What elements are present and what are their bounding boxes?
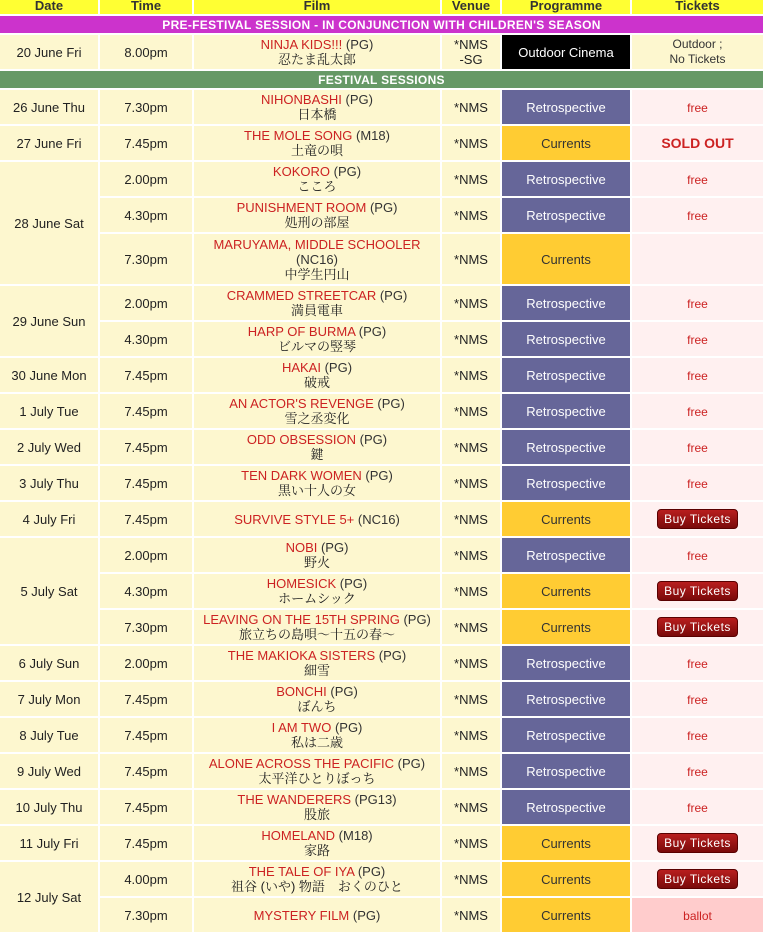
- film-japanese-title: 忍たま乱太郎: [277, 52, 356, 67]
- film-title-link[interactable]: KOKORO: [272, 164, 330, 179]
- tickets-cell: [632, 574, 763, 608]
- film-rating: (PG): [330, 164, 362, 179]
- time-cell: 7.45pm: [100, 126, 192, 160]
- film-cell: [194, 394, 440, 428]
- film-cell: [194, 538, 440, 572]
- film-rating: (PG): [317, 540, 349, 555]
- date-cell: 5 July Sat: [0, 538, 98, 644]
- programme-cell: Retrospective: [502, 394, 630, 428]
- tickets-cell: [632, 502, 763, 536]
- film-cell: [194, 610, 440, 644]
- time-cell: 7.45pm: [100, 718, 192, 752]
- film-cell: [194, 430, 440, 464]
- film-rating: (NC16): [296, 251, 338, 267]
- venue-cell: *NMS: [442, 502, 500, 536]
- venue-cell: *NMS: [442, 198, 500, 232]
- film-japanese-title: 旅立ちの島唄～十五の春～: [238, 627, 395, 642]
- film-title-link[interactable]: SURVIVE STYLE 5+: [234, 511, 355, 527]
- film-japanese-title: 家路: [303, 843, 330, 858]
- time-cell: 7.30pm: [100, 234, 192, 284]
- date-cell: 11 July Fri: [0, 826, 98, 860]
- free-label: free: [687, 172, 708, 187]
- film-japanese-title: 土竜の唄: [290, 143, 343, 158]
- film-cell: [194, 322, 440, 356]
- time-cell: 2.00pm: [100, 162, 192, 196]
- time-cell: 7.30pm: [100, 610, 192, 644]
- film-rating: (PG): [349, 907, 381, 923]
- free-label: free: [687, 656, 708, 671]
- header-programme: Programme: [502, 0, 630, 14]
- buy-tickets-button[interactable]: Buy Tickets: [657, 833, 738, 853]
- film-japanese-title: こころ: [297, 179, 337, 194]
- tickets-cell: [632, 862, 763, 896]
- tickets-cell: [632, 754, 763, 788]
- film-rating: (PG): [399, 612, 431, 627]
- tickets-cell: [632, 35, 763, 69]
- table-row: [0, 286, 763, 320]
- tickets-cell: [632, 126, 763, 160]
- film-cell: [194, 574, 440, 608]
- film-rating: (PG): [356, 432, 388, 447]
- tickets-cell: [632, 610, 763, 644]
- film-cell: [194, 126, 440, 160]
- tickets-cell: [632, 322, 763, 356]
- venue-line: -SG: [459, 52, 483, 67]
- film-japanese-title: 破戒: [303, 375, 330, 390]
- film-title-link[interactable]: MARUYAMA, MIDDLE SCHOOLER: [213, 236, 421, 252]
- film-title-link[interactable]: NOBI: [285, 540, 318, 555]
- programme-cell: Currents: [502, 234, 630, 284]
- film-japanese-title: 祖谷 (いや) 物語 おくのひと: [231, 879, 403, 894]
- venue-cell: *NMS: [442, 862, 500, 896]
- programme-cell: Currents: [502, 826, 630, 860]
- date-cell: 26 June Thu: [0, 90, 98, 124]
- ballot-label: ballot: [683, 908, 712, 923]
- table-row: [0, 234, 763, 284]
- header-date: Date: [0, 0, 98, 14]
- time-cell: 4.30pm: [100, 322, 192, 356]
- table-row: [0, 90, 763, 124]
- venue-cell: *NMS: [442, 538, 500, 572]
- table-row: [0, 394, 763, 428]
- free-label: free: [687, 208, 708, 223]
- film-title-link[interactable]: HOMESICK: [266, 576, 337, 591]
- table-row: [0, 198, 763, 232]
- film-cell: [194, 286, 440, 320]
- film-title-link[interactable]: TEN DARK WOMEN: [241, 468, 362, 483]
- programme-cell: Currents: [502, 574, 630, 608]
- film-rating: (PG): [376, 288, 408, 303]
- free-label: free: [687, 296, 708, 311]
- date-cell: 30 June Mon: [0, 358, 98, 392]
- tickets-cell: [632, 682, 763, 716]
- tickets-cell: [632, 234, 763, 284]
- table-row: [0, 718, 763, 752]
- time-cell: 7.45pm: [100, 430, 192, 464]
- film-title-link[interactable]: PUNISHMENT ROOM: [236, 200, 367, 215]
- film-title-link[interactable]: I AM TWO: [271, 720, 332, 735]
- film-rating: (PG): [366, 200, 398, 215]
- film-title-link[interactable]: NIHONBASHI: [261, 92, 342, 107]
- date-cell: 29 June Sun: [0, 286, 98, 356]
- programme-cell: Currents: [502, 862, 630, 896]
- time-cell: 2.00pm: [100, 286, 192, 320]
- film-cell: [194, 162, 440, 196]
- programme-cell: Retrospective: [502, 198, 630, 232]
- tickets-cell: [632, 718, 763, 752]
- venue-cell: *NMS: [442, 430, 500, 464]
- film-cell: [194, 682, 440, 716]
- time-cell: 7.30pm: [100, 898, 192, 932]
- time-cell: 7.30pm: [100, 90, 192, 124]
- date-cell: 4 July Fri: [0, 502, 98, 536]
- tickets-cell: [632, 198, 763, 232]
- time-cell: 7.45pm: [100, 790, 192, 824]
- programme-cell: Retrospective: [502, 466, 630, 500]
- film-cell: [194, 790, 440, 824]
- film-title-link[interactable]: THE TALE OF IYA: [248, 864, 355, 879]
- venue-cell: *NMS: [442, 394, 500, 428]
- table-row: [0, 646, 763, 680]
- table-row: [0, 898, 763, 932]
- table-row: [0, 538, 763, 572]
- film-japanese-title: 細雪: [303, 663, 330, 678]
- film-japanese-title: 雪之丞変化: [284, 411, 350, 426]
- header-time: Time: [100, 0, 192, 14]
- table-row: [0, 862, 763, 896]
- time-cell: 2.00pm: [100, 538, 192, 572]
- table-row: [0, 754, 763, 788]
- programme-cell: Retrospective: [502, 286, 630, 320]
- tickets-line: Outdoor ;: [672, 37, 723, 51]
- venue-cell: *NMS: [442, 90, 500, 124]
- table-row: [0, 322, 763, 356]
- time-cell: 7.45pm: [100, 754, 192, 788]
- table-row: [0, 826, 763, 860]
- venue-cell: *NMS: [442, 574, 500, 608]
- tickets-cell: [632, 394, 763, 428]
- table-row: [0, 430, 763, 464]
- film-cell: [194, 754, 440, 788]
- tickets-line: No Tickets: [669, 52, 726, 66]
- programme-cell: Retrospective: [502, 162, 630, 196]
- film-rating: (PG): [326, 684, 358, 699]
- programme-cell: Currents: [502, 610, 630, 644]
- free-label: free: [687, 440, 708, 455]
- session-header-festival: [0, 71, 763, 88]
- film-japanese-title: 日本橋: [297, 107, 337, 122]
- time-cell: 7.45pm: [100, 826, 192, 860]
- programme-cell: Retrospective: [502, 90, 630, 124]
- venue-cell: *NMS: [442, 358, 500, 392]
- film-title-link[interactable]: ALONE ACROSS THE PACIFIC: [208, 756, 395, 771]
- venue-cell: *NMS: [442, 234, 500, 284]
- venue-cell: *NMS: [442, 322, 500, 356]
- date-cell: 10 July Thu: [0, 790, 98, 824]
- venue-cell: *NMS: [442, 898, 500, 932]
- table-row: [0, 502, 763, 536]
- film-title-link[interactable]: MYSTERY FILM: [253, 907, 350, 923]
- date-cell: 12 July Sat: [0, 862, 98, 932]
- buy-tickets-button[interactable]: Buy Tickets: [657, 581, 738, 601]
- time-cell: 7.45pm: [100, 502, 192, 536]
- film-cell: [194, 862, 440, 896]
- time-cell: 8.00pm: [100, 35, 192, 69]
- programme-cell: Retrospective: [502, 358, 630, 392]
- film-rating: (PG): [336, 576, 368, 591]
- film-japanese-title: 太平洋ひとりぼっち: [258, 771, 376, 786]
- time-cell: 4.00pm: [100, 862, 192, 896]
- film-cell: [194, 826, 440, 860]
- film-rating: (M18): [352, 128, 390, 143]
- film-rating: (PG): [354, 864, 386, 879]
- date-cell: 2 July Wed: [0, 430, 98, 464]
- film-rating: (PG): [394, 756, 426, 771]
- programme-cell: Retrospective: [502, 682, 630, 716]
- table-row: [0, 610, 763, 644]
- session-label: PRE-FESTIVAL SESSION - IN CONJUNCTION WITH CHILDREN'S SEASON: [0, 16, 763, 33]
- film-title-link[interactable]: LEAVING ON THE 15TH SPRING: [203, 612, 400, 627]
- free-label: free: [687, 368, 708, 383]
- programme-cell: Retrospective: [502, 538, 630, 572]
- programme-cell: Retrospective: [502, 430, 630, 464]
- table-row: [0, 35, 763, 69]
- time-cell: 4.30pm: [100, 574, 192, 608]
- programme-cell: Currents: [502, 898, 630, 932]
- film-rating: (PG): [342, 37, 374, 52]
- venue-cell: *NMS: [442, 162, 500, 196]
- table-row: [0, 682, 763, 716]
- date-cell: 7 July Mon: [0, 682, 98, 716]
- free-label: free: [687, 476, 708, 491]
- free-label: free: [687, 692, 708, 707]
- table-row: [0, 358, 763, 392]
- tickets-cell: [632, 358, 763, 392]
- film-cell: [194, 502, 440, 536]
- date-cell: 3 July Thu: [0, 466, 98, 500]
- time-cell: 4.30pm: [100, 198, 192, 232]
- film-japanese-title: 股旅: [303, 807, 330, 822]
- film-japanese-title: ホームシック: [278, 591, 356, 606]
- table-row: [0, 162, 763, 196]
- film-title-link[interactable]: AN ACTOR'S REVENGE: [229, 396, 374, 411]
- time-cell: 7.45pm: [100, 358, 192, 392]
- film-rating: (PG): [373, 396, 405, 411]
- film-cell: [194, 646, 440, 680]
- film-title-link[interactable]: HOMELAND: [261, 828, 336, 843]
- sold-out-label: SOLD OUT: [661, 135, 734, 151]
- film-title-link[interactable]: CRAMMED STREETCAR: [226, 288, 377, 303]
- venue-cell: *NMS: [442, 682, 500, 716]
- film-cell: [194, 898, 440, 932]
- film-rating: (PG): [361, 468, 393, 483]
- programme-cell: Retrospective: [502, 718, 630, 752]
- film-cell: [194, 198, 440, 232]
- free-label: free: [687, 332, 708, 347]
- programme-cell: Retrospective: [502, 322, 630, 356]
- venue-cell: *NMS: [442, 126, 500, 160]
- free-label: free: [687, 548, 708, 563]
- free-label: free: [687, 800, 708, 815]
- programme-cell: Outdoor Cinema: [502, 35, 630, 69]
- venue-cell: *NMS: [442, 826, 500, 860]
- film-japanese-title: ぼんち: [297, 699, 337, 714]
- free-label: free: [687, 728, 708, 743]
- tickets-cell: [632, 790, 763, 824]
- film-rating: (PG): [355, 324, 387, 339]
- time-cell: 7.45pm: [100, 466, 192, 500]
- film-rating: (NC16): [354, 511, 400, 527]
- free-label: free: [687, 764, 708, 779]
- programme-cell: Retrospective: [502, 646, 630, 680]
- table-row: [0, 126, 763, 160]
- header-film: Film: [194, 0, 440, 14]
- film-japanese-title: 黒い十人の女: [277, 483, 356, 498]
- film-japanese-title: 処刑の部屋: [284, 215, 350, 230]
- film-japanese-title: 満員電車: [290, 303, 343, 318]
- date-cell: 6 July Sun: [0, 646, 98, 680]
- film-rating: (PG13): [351, 792, 397, 807]
- header-row: [0, 0, 763, 14]
- buy-tickets-button[interactable]: Buy Tickets: [657, 869, 738, 889]
- date-cell: 9 July Wed: [0, 754, 98, 788]
- buy-tickets-button[interactable]: Buy Tickets: [657, 509, 738, 529]
- tickets-cell: [632, 286, 763, 320]
- session-label: FESTIVAL SESSIONS: [0, 71, 763, 88]
- film-title-link[interactable]: HARP OF BURMA: [247, 324, 356, 339]
- film-japanese-title: 野火: [303, 555, 330, 570]
- venue-cell: *NMS: [442, 610, 500, 644]
- film-rating: (PG): [331, 720, 363, 735]
- time-cell: 7.45pm: [100, 394, 192, 428]
- film-cell: [194, 718, 440, 752]
- film-title-link[interactable]: NINJA KIDS!!!: [260, 37, 343, 52]
- programme-cell: Currents: [502, 502, 630, 536]
- session-header-pre: [0, 16, 763, 33]
- film-japanese-title: ビルマの竪琴: [277, 339, 356, 354]
- time-cell: 2.00pm: [100, 646, 192, 680]
- venue-cell: *NMS: [442, 718, 500, 752]
- tickets-cell: [632, 646, 763, 680]
- film-cell: [194, 234, 440, 284]
- film-rating: (M18): [335, 828, 373, 843]
- venue-cell: *NMS: [442, 286, 500, 320]
- header-tickets: Tickets: [632, 0, 763, 14]
- venue-line: *NMS: [454, 37, 488, 52]
- venue-cell: *NMS: [442, 646, 500, 680]
- programme-cell: Retrospective: [502, 754, 630, 788]
- table-row: [0, 466, 763, 500]
- film-rating: (PG): [375, 648, 407, 663]
- film-rating: (PG): [341, 92, 373, 107]
- film-title-link[interactable]: ODD OBSESSION: [246, 432, 356, 447]
- tickets-cell: [632, 466, 763, 500]
- time-cell: 7.45pm: [100, 682, 192, 716]
- tickets-cell: [632, 826, 763, 860]
- tickets-cell: [632, 430, 763, 464]
- tickets-cell: [632, 538, 763, 572]
- table-row: [0, 790, 763, 824]
- film-japanese-title: 鍵: [310, 447, 324, 462]
- film-cell: [194, 466, 440, 500]
- header-venue: Venue: [442, 0, 500, 14]
- buy-tickets-button[interactable]: Buy Tickets: [657, 617, 738, 637]
- venue-cell: [442, 35, 500, 69]
- free-label: free: [687, 404, 708, 419]
- venue-cell: *NMS: [442, 754, 500, 788]
- programme-cell: Retrospective: [502, 790, 630, 824]
- film-japanese-title: 中学生円山: [284, 266, 350, 282]
- date-cell: 20 June Fri: [0, 35, 98, 69]
- film-title-link[interactable]: THE MAKIOKA SISTERS: [227, 648, 376, 663]
- film-cell: [194, 35, 440, 69]
- film-title-link[interactable]: BONCHI: [276, 684, 327, 699]
- table-row: [0, 574, 763, 608]
- programme-cell: Currents: [502, 126, 630, 160]
- tickets-cell: [632, 90, 763, 124]
- tickets-cell: [632, 162, 763, 196]
- tickets-cell: [632, 898, 763, 932]
- date-cell: 28 June Sat: [0, 162, 98, 284]
- venue-cell: *NMS: [442, 466, 500, 500]
- date-cell: 8 July Tue: [0, 718, 98, 752]
- film-japanese-title: 私は二歳: [290, 735, 343, 750]
- date-cell: 1 July Tue: [0, 394, 98, 428]
- film-title-link[interactable]: THE WANDERERS: [237, 792, 352, 807]
- date-cell: 27 June Fri: [0, 126, 98, 160]
- film-cell: [194, 358, 440, 392]
- free-label: free: [687, 100, 708, 115]
- film-rating: (PG): [320, 360, 353, 375]
- film-title-link[interactable]: THE MOLE SONG: [244, 128, 353, 143]
- film-cell: [194, 90, 440, 124]
- film-title-link[interactable]: HAKAI: [281, 360, 321, 375]
- venue-cell: *NMS: [442, 790, 500, 824]
